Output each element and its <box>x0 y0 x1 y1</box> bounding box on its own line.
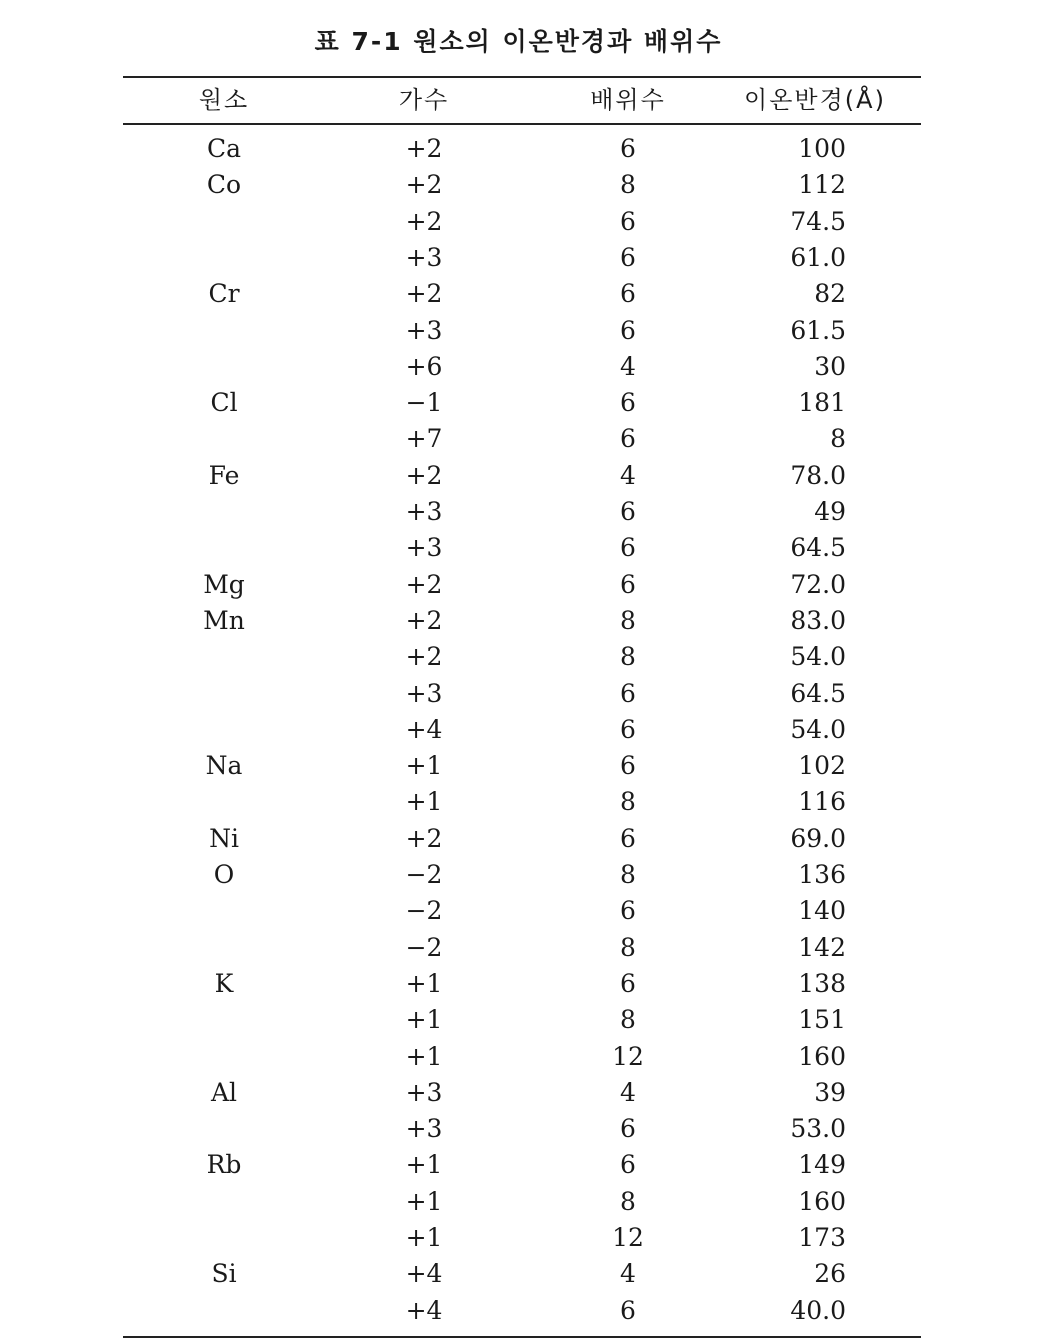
cell-ionic-radius: 83.0 <box>790 605 846 635</box>
cell-element <box>172 784 276 820</box>
cell-valence: +1 <box>405 968 443 998</box>
cell-element <box>172 1220 276 1256</box>
cell-valence: +2 <box>405 134 443 163</box>
cell-valence: −2 <box>405 932 443 962</box>
cell-valence: +2 <box>405 605 443 635</box>
table-row <box>0 167 1037 203</box>
cell-element <box>172 712 276 748</box>
cell-ionic-radius: 61.0 <box>790 242 846 272</box>
cell-ionic-radius: 30 <box>814 351 846 381</box>
cell-ionic-radius: 149 <box>798 1150 846 1180</box>
cell-coordination: 8 <box>620 787 636 817</box>
table-row <box>0 930 1037 966</box>
cell-valence: +1 <box>405 1005 443 1035</box>
cell-valence: +3 <box>405 242 443 272</box>
cell-valence: +3 <box>405 533 443 563</box>
table-row <box>0 676 1037 712</box>
cell-ionic-radius: 53.0 <box>790 1114 846 1144</box>
table-row <box>0 712 1037 748</box>
table-row <box>0 603 1037 639</box>
cell-valence: +3 <box>405 315 443 345</box>
cell-coordination: 4 <box>620 351 636 381</box>
cell-element <box>172 930 276 966</box>
cell-element <box>172 1039 276 1075</box>
cell-ionic-radius: 173 <box>798 1223 846 1252</box>
cell-ionic-radius: 136 <box>798 860 846 889</box>
cell-coordination: 6 <box>620 968 636 998</box>
cell-ionic-radius: 151 <box>798 1005 846 1035</box>
cell-coordination: 8 <box>620 1186 636 1216</box>
table-row <box>0 276 1037 312</box>
cell-ionic-radius: 82 <box>814 279 846 309</box>
table-row <box>0 1147 1037 1183</box>
cell-ionic-radius: 138 <box>798 968 846 998</box>
table-row <box>0 530 1037 566</box>
cell-valence: +2 <box>405 279 443 309</box>
cell-element: Ca <box>206 134 242 163</box>
cell-coordination: 6 <box>620 206 636 236</box>
cell-coordination: 6 <box>620 424 636 454</box>
cell-element <box>172 639 276 675</box>
cell-valence: +2 <box>405 460 443 490</box>
cell-element <box>172 313 276 349</box>
cell-ionic-radius: 64.5 <box>790 678 846 708</box>
cell-ionic-radius: 78.0 <box>790 460 846 490</box>
cell-coordination: 6 <box>620 569 636 599</box>
cell-coordination: 6 <box>620 315 636 345</box>
cell-coordination: 12 <box>612 1223 644 1252</box>
cell-ionic-radius: 64.5 <box>790 533 846 563</box>
table-row <box>0 1184 1037 1220</box>
cell-element: Fe <box>208 460 240 490</box>
table-row <box>0 240 1037 276</box>
cell-coordination: 6 <box>620 751 636 781</box>
cell-ionic-radius: 40.0 <box>790 1295 846 1325</box>
cell-coordination: 6 <box>620 134 636 163</box>
table-row <box>0 494 1037 530</box>
table-row <box>0 313 1037 349</box>
table-row <box>0 1220 1037 1256</box>
cell-ionic-radius: 102 <box>798 751 846 781</box>
cell-valence: +2 <box>405 206 443 236</box>
cell-element <box>172 421 276 457</box>
table-row <box>0 821 1037 857</box>
cell-element: Co <box>206 170 242 200</box>
cell-valence: +2 <box>405 170 443 200</box>
cell-ionic-radius: 26 <box>814 1259 846 1289</box>
cell-element: Cl <box>210 388 238 418</box>
header-element: 원소 <box>198 86 250 114</box>
cell-ionic-radius: 142 <box>798 932 846 962</box>
table-row <box>0 857 1037 893</box>
cell-ionic-radius: 112 <box>798 170 846 200</box>
table-row <box>0 748 1037 784</box>
cell-ionic-radius: 54.0 <box>790 642 846 672</box>
cell-valence: +1 <box>405 1041 443 1071</box>
cell-coordination: 6 <box>620 1150 636 1180</box>
cell-element: Ni <box>209 823 239 853</box>
cell-element: Rb <box>206 1150 242 1180</box>
table-row <box>0 893 1037 929</box>
cell-element <box>172 1111 276 1147</box>
table-row <box>0 966 1037 1002</box>
cell-ionic-radius: 160 <box>798 1186 846 1216</box>
cell-element <box>172 240 276 276</box>
cell-element <box>172 204 276 240</box>
cell-element: K <box>214 968 234 998</box>
cell-coordination: 6 <box>620 497 636 526</box>
cell-coordination: 4 <box>620 460 636 490</box>
cell-coordination: 12 <box>612 1041 644 1071</box>
cell-valence: +3 <box>405 678 443 708</box>
cell-element: Cr <box>208 279 240 309</box>
cell-valence: −2 <box>405 896 443 926</box>
cell-coordination: 6 <box>620 1295 636 1325</box>
cell-valence: +3 <box>405 497 443 526</box>
cell-ionic-radius: 69.0 <box>790 823 846 853</box>
cell-element: Si <box>211 1259 237 1289</box>
cell-valence: +4 <box>405 714 443 744</box>
cell-valence: +7 <box>405 424 443 454</box>
cell-coordination: 8 <box>620 860 636 889</box>
cell-element: Mn <box>203 605 245 635</box>
cell-coordination: 6 <box>620 242 636 272</box>
cell-ionic-radius: 160 <box>798 1041 846 1071</box>
cell-ionic-radius: 116 <box>798 787 846 817</box>
cell-element <box>172 1002 276 1038</box>
table-row <box>0 1293 1037 1329</box>
cell-valence: +6 <box>405 351 443 381</box>
cell-ionic-radius: 72.0 <box>790 569 846 599</box>
header-valence: 가수 <box>398 86 450 114</box>
cell-element <box>172 494 276 530</box>
cell-valence: −1 <box>405 388 443 418</box>
cell-valence: +1 <box>405 1186 443 1216</box>
table-title: 표 7-1 원소의 이온반경과 배위수 <box>314 27 723 56</box>
cell-valence: +2 <box>405 569 443 599</box>
table-row <box>0 784 1037 820</box>
table-row <box>0 131 1037 167</box>
cell-valence: +4 <box>405 1295 443 1325</box>
cell-element <box>172 530 276 566</box>
table-row <box>0 1075 1037 1111</box>
table-row <box>0 204 1037 240</box>
table-row <box>0 421 1037 457</box>
cell-ionic-radius: 39 <box>814 1077 846 1107</box>
table-row <box>0 349 1037 385</box>
cell-valence: +3 <box>405 1114 443 1144</box>
cell-element <box>172 1184 276 1220</box>
table-row <box>0 458 1037 494</box>
cell-coordination: 8 <box>620 1005 636 1035</box>
table-row <box>0 567 1037 603</box>
cell-valence: +3 <box>405 1077 443 1107</box>
cell-coordination: 6 <box>620 896 636 926</box>
cell-coordination: 6 <box>620 1114 636 1144</box>
cell-valence: +1 <box>405 1223 443 1252</box>
cell-coordination: 6 <box>620 388 636 418</box>
cell-valence: −2 <box>405 860 443 889</box>
cell-ionic-radius: 74.5 <box>790 206 846 236</box>
cell-coordination: 4 <box>620 1259 636 1289</box>
cell-coordination: 6 <box>620 279 636 309</box>
cell-valence: +1 <box>405 751 443 781</box>
cell-ionic-radius: 54.0 <box>790 714 846 744</box>
cell-element <box>172 349 276 385</box>
cell-ionic-radius: 61.5 <box>790 315 846 345</box>
cell-coordination: 6 <box>620 823 636 853</box>
cell-coordination: 8 <box>620 932 636 962</box>
cell-coordination: 6 <box>620 533 636 563</box>
cell-coordination: 8 <box>620 642 636 672</box>
cell-coordination: 8 <box>620 605 636 635</box>
cell-coordination: 8 <box>620 170 636 200</box>
cell-coordination: 6 <box>620 678 636 708</box>
cell-ionic-radius: 49 <box>814 497 846 526</box>
header-coordination: 배위수 <box>590 86 666 114</box>
cell-element: Na <box>205 751 243 781</box>
cell-ionic-radius: 140 <box>798 896 846 926</box>
cell-element: Mg <box>203 569 245 599</box>
cell-valence: +1 <box>405 1150 443 1180</box>
cell-valence: +1 <box>405 787 443 817</box>
table-row <box>0 1039 1037 1075</box>
cell-valence: +2 <box>405 823 443 853</box>
cell-valence: +2 <box>405 642 443 672</box>
table-row <box>0 1111 1037 1147</box>
cell-coordination: 6 <box>620 714 636 744</box>
cell-ionic-radius: 100 <box>798 134 846 163</box>
header-ionic-radius: 이온반경(Å) <box>744 86 886 114</box>
table-bottom-rule <box>123 1336 921 1338</box>
cell-ionic-radius: 181 <box>798 388 846 418</box>
table-row <box>0 639 1037 675</box>
table-row <box>0 1002 1037 1038</box>
cell-valence: +4 <box>405 1259 443 1289</box>
cell-element <box>172 676 276 712</box>
cell-element: O <box>213 860 235 889</box>
table-row <box>0 385 1037 421</box>
cell-element <box>172 893 276 929</box>
cell-element: Al <box>210 1077 238 1107</box>
cell-ionic-radius: 8 <box>830 424 846 454</box>
table-row <box>0 1256 1037 1292</box>
cell-coordination: 4 <box>620 1077 636 1107</box>
cell-element <box>172 1293 276 1329</box>
